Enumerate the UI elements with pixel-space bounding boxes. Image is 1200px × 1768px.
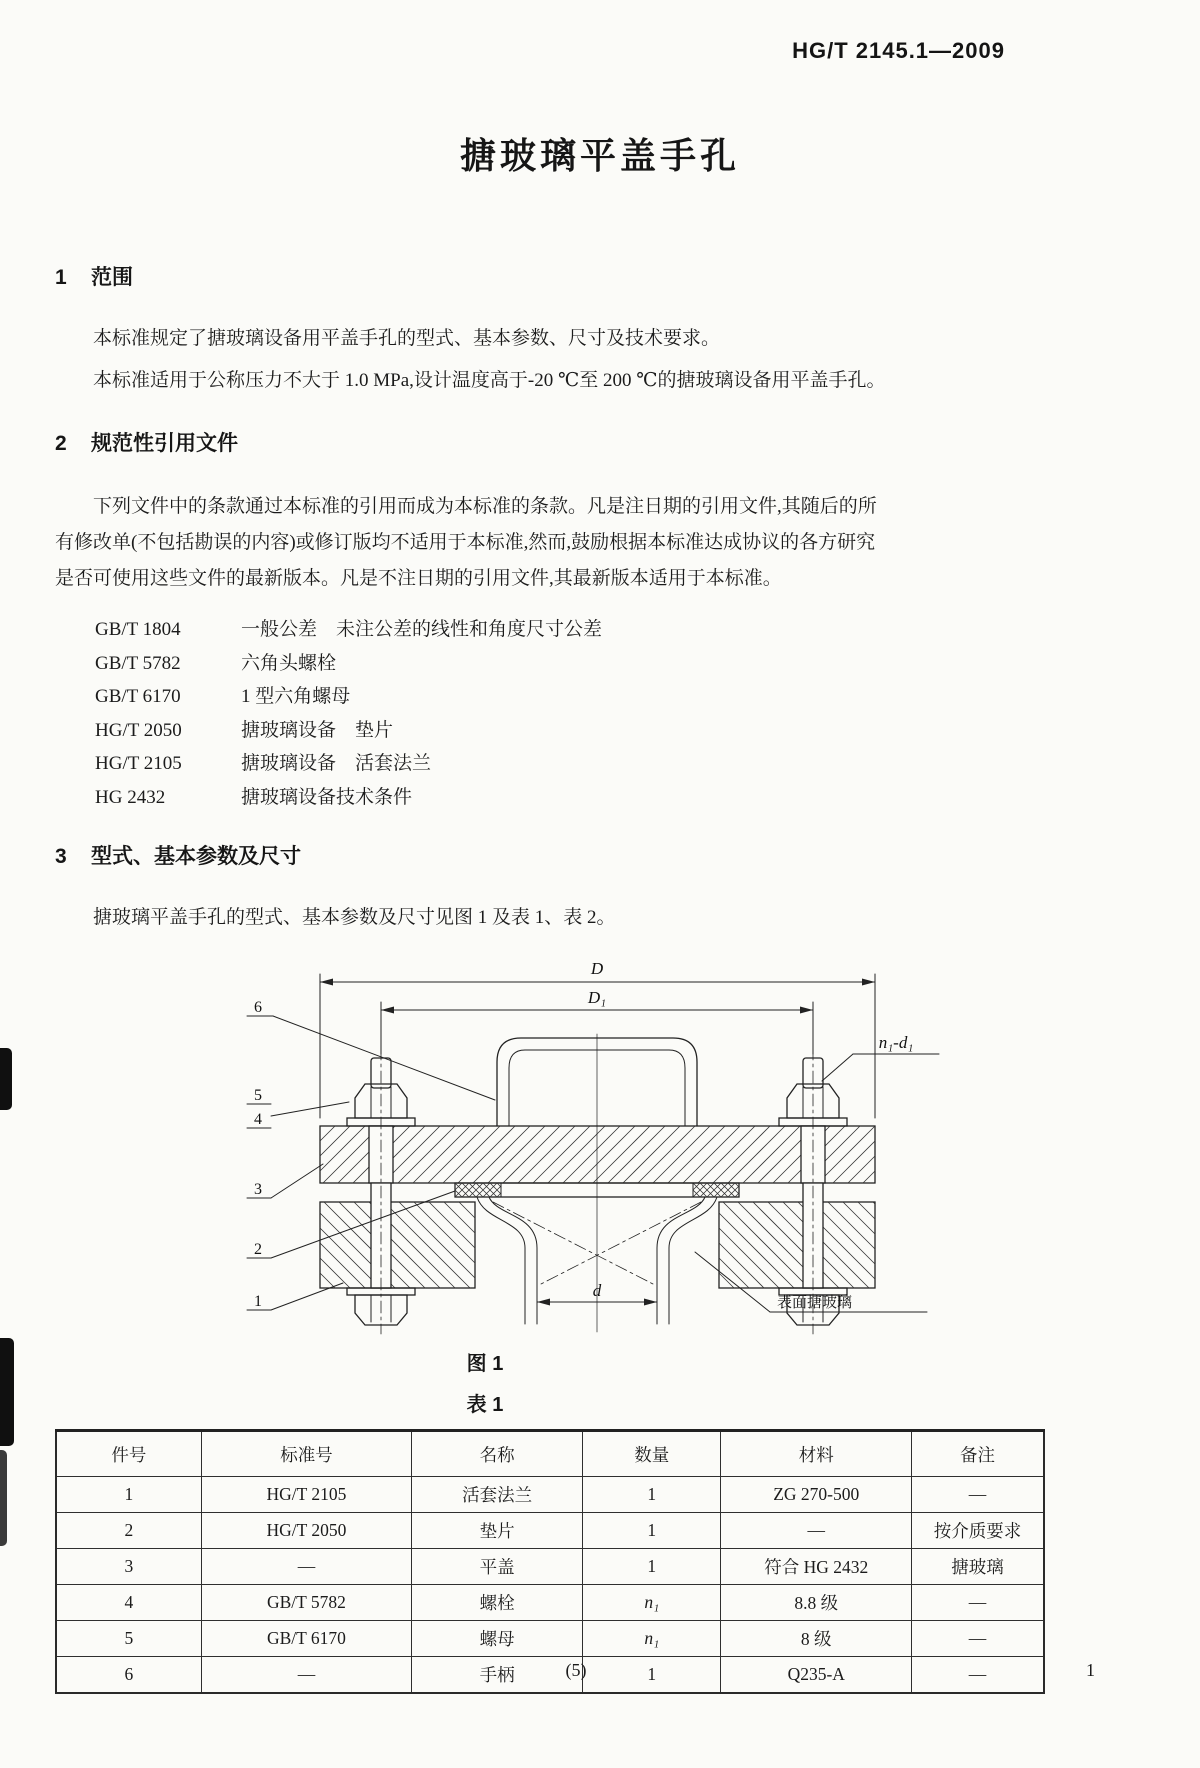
table-cell: 1 (56, 1477, 201, 1513)
reference-code: HG 2432 (95, 786, 166, 808)
section-heading-references (55, 431, 1045, 457)
paragraph: 本标准适用于公称压力不大于 1.0 MPa,设计温度高于-20 ℃至 200 ℃的搪玻璃设备用平盖手孔。 (93, 370, 886, 391)
callout-4: 4 (254, 1111, 262, 1128)
column-header-remarks: 备注 (912, 1431, 1044, 1477)
page-title: 搪玻璃平盖手孔 (459, 135, 740, 176)
paragraph: 本标准规定了搪玻璃设备用平盖手孔的型式、基本参数、尺寸及技术要求。 (93, 328, 721, 349)
table-cell: GB/T 5782 (201, 1585, 411, 1621)
table-cell: GB/T 6170 (201, 1621, 411, 1657)
callout-2: 2 (254, 1241, 262, 1258)
section-number: 1 (55, 266, 67, 289)
table-caption: 表 1 (466, 1394, 504, 1416)
section-heading-dimensions (55, 844, 1045, 870)
table-cell: — (912, 1585, 1044, 1621)
standard-number: HG/T 2145.1—2009 (792, 38, 1005, 63)
parts-table (55, 1429, 1045, 1694)
figure-caption: 图 1 (466, 1353, 504, 1375)
table-cell: 符合 HG 2432 (721, 1549, 912, 1585)
table-cell: — (721, 1513, 912, 1549)
reference-code: HG/T 2105 (95, 753, 182, 774)
scan-artifact (0, 1048, 12, 1110)
footer-page-indicator: (5) (565, 1660, 587, 1680)
reference-item (55, 680, 1045, 714)
table-row (56, 1513, 1044, 1549)
table-cell: 螺栓 (412, 1585, 583, 1621)
table-row (56, 1477, 1044, 1513)
column-header-item-no: 件号 (56, 1431, 201, 1477)
column-header-standard-no: 标准号 (201, 1431, 411, 1477)
table-cell: 按介质要求 (912, 1513, 1044, 1549)
section-number: 2 (55, 432, 67, 455)
paragraph (55, 489, 1045, 597)
paragraph-line: 有修改单(不包括勘误的内容)或修订版均不适用于本标准,然而,鼓励根据本标准达成协议的各方研究 (55, 532, 876, 553)
callout-1: 1 (254, 1293, 262, 1310)
table-cell: 垫片 (412, 1513, 583, 1549)
table-cell: — (201, 1549, 411, 1585)
table-row (56, 1549, 1044, 1585)
table-row (56, 1621, 1044, 1657)
page-number: 1 (1086, 1660, 1095, 1680)
paragraph-line: 是否可使用这些文件的最新版本。凡是不注日期的引用文件,其最新版本适用于本标准。 (55, 568, 782, 589)
column-header-name: 名称 (412, 1431, 583, 1477)
table-cell: Q235-A (721, 1657, 912, 1694)
reference-item (55, 647, 1045, 681)
table-cell: 螺母 (412, 1621, 583, 1657)
reference-item (55, 747, 1045, 781)
table-cell: 8 级 (721, 1621, 912, 1657)
table-cell: n₁ (583, 1585, 721, 1621)
section-title: 范围 (91, 266, 133, 289)
table-header-row (56, 1431, 1044, 1477)
table-cell: HG/T 2105 (201, 1477, 411, 1513)
table-cell: 1 (583, 1549, 721, 1585)
table-row (56, 1585, 1044, 1621)
column-header-quantity: 数量 (583, 1431, 721, 1477)
reference-code: GB/T 6170 (95, 686, 181, 707)
paragraph-line: 下列文件中的条款通过本标准的引用而成为本标准的条款。凡是注日期的引用文件,其随后的所 (93, 496, 877, 517)
reference-code: GB/T 1804 (95, 619, 181, 640)
reference-code: HG/T 2050 (95, 719, 182, 741)
table-cell: — (201, 1657, 411, 1694)
table-cell: 5 (56, 1621, 201, 1657)
reference-item (55, 781, 1045, 815)
dim-label-d: d (592, 1281, 602, 1300)
reference-title: 六角头螺栓 (241, 652, 337, 674)
table-cell: 3 (56, 1549, 201, 1585)
table-cell: 活套法兰 (412, 1477, 583, 1513)
reference-code: GB/T 5782 (95, 652, 181, 674)
page-footer (0, 1660, 1200, 1690)
table-cell: — (912, 1621, 1044, 1657)
surface-label: 表面搪玻璃 (777, 1294, 853, 1311)
section-title: 型式、基本参数及尺寸 (91, 845, 301, 868)
dim-label-n1-d1: n₁-d₁ (878, 1033, 914, 1052)
dim-label-D1: D₁ (587, 988, 607, 1007)
table-cell: — (912, 1657, 1044, 1694)
section-title: 规范性引用文件 (91, 432, 238, 455)
table-cell: 2 (56, 1513, 201, 1549)
figure-1 (225, 950, 1045, 1345)
scan-artifact (0, 1338, 14, 1446)
table-cell: 8.8 级 (721, 1585, 912, 1621)
table-cell: 1 (583, 1657, 721, 1694)
paragraph: 搪玻璃平盖手孔的型式、基本参数及尺寸见图 1 及表 1、表 2。 (93, 907, 616, 928)
reference-item (55, 714, 1045, 748)
reference-title: 搪玻璃设备 垫片 (241, 719, 394, 741)
table-cell: — (912, 1477, 1044, 1513)
table-cell: ZG 270-500 (721, 1477, 912, 1513)
document-body (0, 265, 1200, 1694)
reference-item (55, 613, 1045, 647)
table-cell: 1 (583, 1477, 721, 1513)
callout-5: 5 (254, 1087, 262, 1104)
callout-3: 3 (254, 1181, 262, 1198)
section-number: 3 (55, 845, 67, 868)
callout-6: 6 (254, 999, 262, 1016)
reference-title: 搪玻璃设备 活套法兰 (241, 753, 432, 774)
reference-title: 搪玻璃设备技术条件 (241, 786, 413, 808)
dim-label-D: D (590, 959, 604, 978)
column-header-material: 材料 (721, 1431, 912, 1477)
reference-title: 一般公差 未注公差的线性和角度尺寸公差 (241, 619, 603, 640)
reference-list (55, 613, 1045, 814)
table-cell: 平盖 (412, 1549, 583, 1585)
reference-title: 1 型六角螺母 (241, 686, 351, 707)
section-heading-scope (55, 265, 1045, 291)
figure-1-drawing (225, 950, 945, 1340)
table-cell: 搪玻璃 (912, 1549, 1044, 1585)
table-cell: 手柄 (412, 1657, 583, 1694)
scan-artifact (0, 1450, 7, 1546)
table-cell: 4 (56, 1585, 201, 1621)
table-cell: 6 (56, 1657, 201, 1694)
table-cell: n₁ (583, 1621, 721, 1657)
table-cell: HG/T 2050 (201, 1513, 411, 1549)
table-cell: 1 (583, 1513, 721, 1549)
